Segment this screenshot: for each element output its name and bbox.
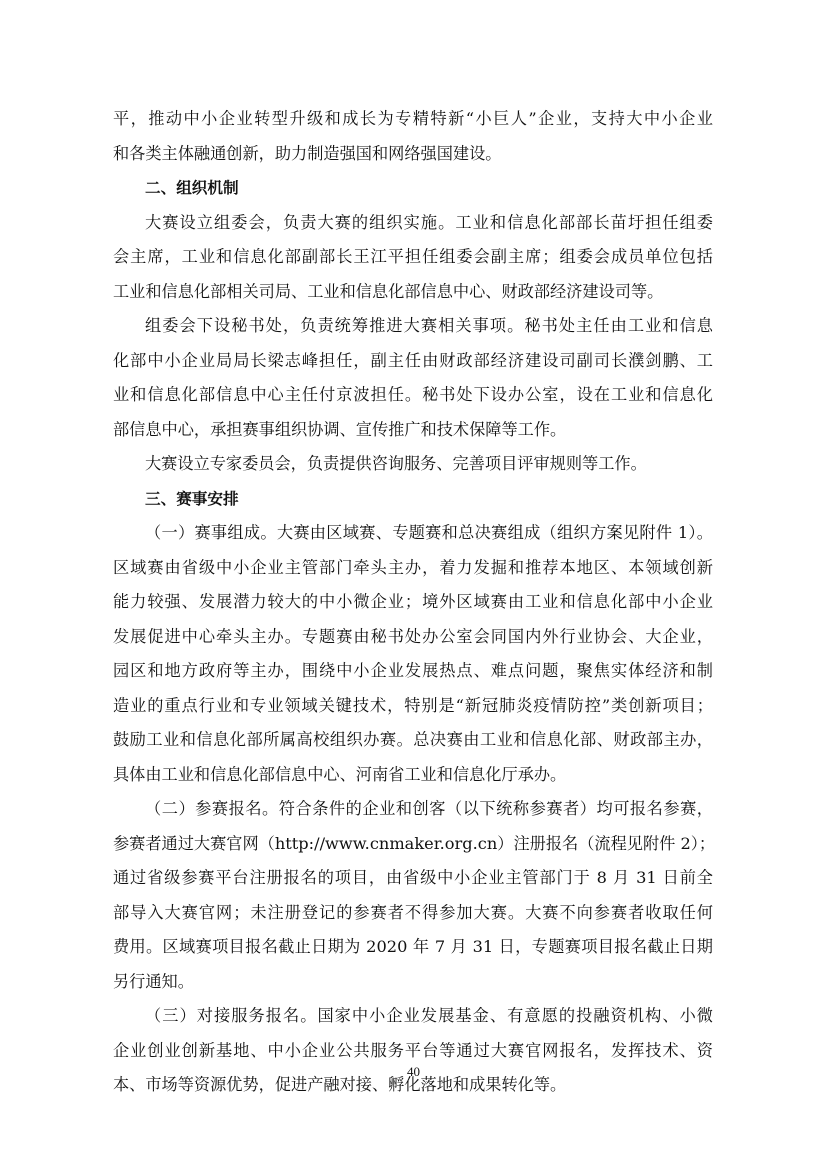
paragraph-line: 化部中小企业局局长梁志峰担任，副主任由财政部经济建设司副司长濮剑鹏、工: [113, 350, 713, 370]
paragraph-line: 区域赛由省级中小企业主管部门牵头主办，着力发掘和推荐本地区、本领域创新: [113, 557, 713, 577]
paragraph-line: 另行通知。: [113, 971, 194, 991]
paragraph-line: （三）对接服务报名。国家中小企业发展基金、有意愿的投融资机构、小微: [145, 1006, 713, 1025]
section-heading: 二、组织机制: [145, 179, 239, 197]
paragraph-line: （二）参赛报名。符合条件的企业和创客（以下统称参赛者）均可报名参赛，: [145, 799, 713, 818]
paragraph-line: 具体由工业和信息化部信息中心、河南省工业和信息化厅承办。: [113, 764, 567, 784]
document-body: [113, 102, 716, 1103]
paragraph-line: 平，推动中小企业转型升级和成长为专精特新“小巨人”企业，支持大中小企业: [113, 109, 713, 128]
paragraph-line: 能力较强、发展潜力较大的中小微企业；境外区域赛由工业和信息化部中小企业: [113, 592, 713, 611]
paragraph-line: 部导入大赛官网；未注册登记的参赛者不得参加大赛。大赛不向参赛者收取任何: [113, 902, 713, 922]
paragraph-line: 企业创业创新基地、中小企业公共服务平台等通过大赛官网报名，发挥技术、资: [113, 1040, 713, 1060]
paragraph-line: （一）赛事组成。大赛由区域赛、专题赛和总决赛组成（组织方案见附件 1）。: [145, 523, 713, 542]
paragraph-line: 部信息中心，承担赛事组织协调、宣传推广和技术保障等工作。: [113, 419, 567, 439]
paragraph-line: 和各类主体融通创新，助力制造强国和网络强国建设。: [113, 143, 502, 163]
page-number: 40: [407, 1064, 420, 1079]
paragraph-line: 大赛设立专家委员会，负责提供咨询服务、完善项目评审规则等工作。: [145, 454, 647, 473]
paragraph-line: 造业的重点行业和专业领域关键技术，特别是“新冠肺炎疫情防控”类创新项目；: [113, 695, 713, 715]
paragraph-line: 园区和地方政府等主办，围绕中小企业发展热点、难点问题，聚焦实体经济和制: [113, 661, 713, 680]
paragraph-line: 参赛者通过大赛官网（http://www.cnmaker.org.cn）注册报名（流程见附件 2）；: [113, 833, 716, 853]
paragraph-line: 发展促进中心牵头主办。专题赛由秘书处办公室会同国内外行业协会、大企业，: [113, 626, 713, 646]
paragraph-line: 会主席，工业和信息化部副部长王江平担任组委会副主席；组委会成员单位包括: [113, 247, 713, 266]
paragraph-line: 本、市场等资源优势，促进产融对接、孵化落地和成果转化等。: [113, 1075, 567, 1094]
paragraph-line: 业和信息化部信息中心主任付京波担任。秘书处下设办公室，设在工业和信息化: [113, 385, 713, 404]
paragraph-line: 费用。区域赛项目报名截止日期为 2020 年 7 月 31 日，专题赛项目报名截止日期: [113, 937, 713, 956]
section-heading: 三、赛事安排: [145, 489, 239, 508]
paragraph-line: 通过省级参赛平台注册报名的项目，由省级中小企业主管部门于 8 月 31 日前全: [113, 868, 713, 887]
paragraph-line: 鼓励工业和信息化部所属高校组织办赛。总决赛由工业和信息化部、财政部主办，: [113, 730, 713, 749]
paragraph-line: 大赛设立组委会，负责大赛的组织实施。工业和信息化部部长苗圩担任组委: [145, 212, 713, 232]
paragraph-line: 组委会下设秘书处，负责统筹推进大赛相关事项。秘书处主任由工业和信息: [145, 316, 713, 335]
paragraph-line: 工业和信息化部相关司局、工业和信息化部信息中心、财政部经济建设司等。: [113, 281, 664, 301]
